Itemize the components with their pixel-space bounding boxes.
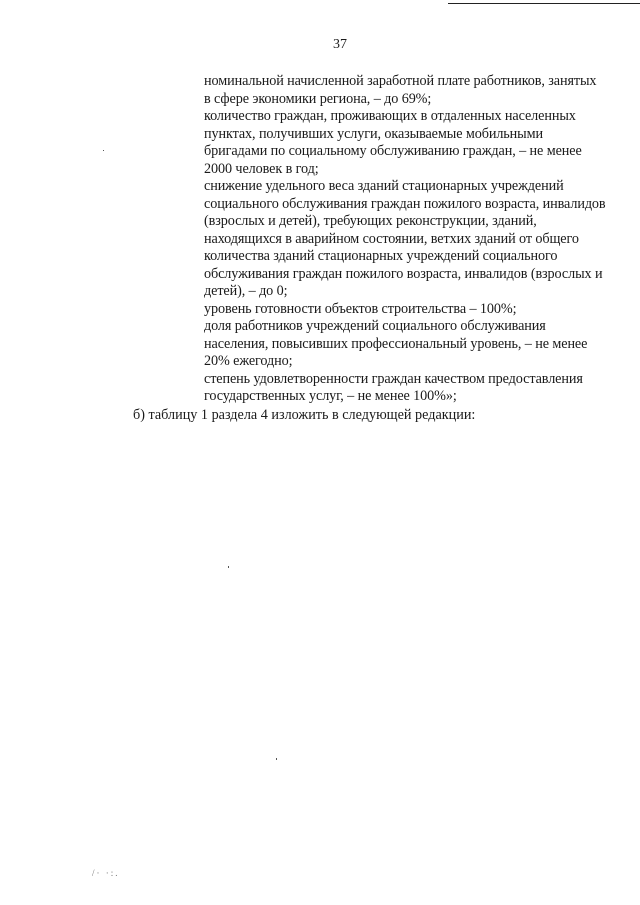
scan-speck bbox=[276, 758, 277, 760]
text-line: населения, повысивших профессиональный уровень, – не менее bbox=[204, 335, 588, 352]
text-line: количества зданий стационарных учреждений социального bbox=[204, 248, 558, 264]
text-line: обслуживания граждан пожилого возраста, инвалидов (взрослых и bbox=[204, 265, 603, 282]
text-line: бригадами по социальному обслуживанию граждан, – не менее bbox=[204, 143, 582, 159]
text-line: пунктах, получивших услуги, оказываемые мобильными bbox=[204, 125, 543, 142]
text-line: снижение удельного веса зданий стационарных учреждений bbox=[204, 178, 564, 194]
text-line: детей), – до 0; bbox=[204, 283, 288, 299]
body-text bbox=[204, 73, 614, 406]
page-number: 37 bbox=[333, 37, 347, 52]
scan-speck bbox=[103, 150, 104, 151]
text-line: количество граждан, проживающих в отдаленных населенных bbox=[204, 108, 576, 124]
scan-smudge: /· ·:. bbox=[92, 868, 120, 878]
text-line: государственных услуг, – не менее 100%»; bbox=[204, 388, 457, 404]
text-line: социального обслуживания граждан пожилого возраста, инвалидов bbox=[204, 195, 606, 212]
text-line: находящихся в аварийном состоянии, ветхих зданий от общего bbox=[204, 230, 579, 247]
instruction-text: б) таблицу 1 раздела 4 изложить в следующей редакции: bbox=[133, 407, 476, 423]
top-border-line bbox=[448, 3, 640, 4]
text-line: степень удовлетворенности граждан качеством предоставления bbox=[204, 370, 583, 387]
text-line: 20% ежегодно; bbox=[204, 353, 293, 369]
scan-speck bbox=[228, 566, 229, 568]
text-line: уровень готовности объектов строительства – 100%; bbox=[204, 300, 517, 317]
text-line: номинальной начисленной заработной плате работников, занятых bbox=[204, 73, 597, 89]
text-line: в сфере экономики региона, – до 69%; bbox=[204, 90, 432, 107]
text-line: 2000 человек в год; bbox=[204, 160, 319, 177]
text-line: (взрослых и детей), требующих реконструкции, зданий, bbox=[204, 213, 537, 229]
text-line: доля работников учреждений социального обслуживания bbox=[204, 318, 546, 334]
